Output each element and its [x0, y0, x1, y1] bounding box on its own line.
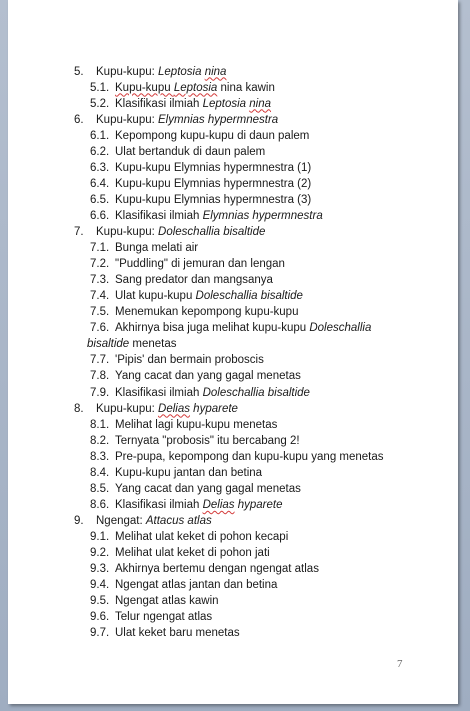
- toc-entry-text: Doleschallia: [309, 322, 372, 335]
- toc-entry-text: Bunga melati air: [115, 242, 199, 255]
- toc-chapter: [74, 64, 226, 80]
- toc-entry-text: nina: [204, 65, 227, 78]
- toc-entry-number: 7.5.: [90, 306, 110, 319]
- toc-entry-number: 9.: [74, 514, 84, 527]
- toc-chapter: [74, 224, 265, 240]
- toc-subentry: [90, 449, 384, 465]
- toc-entry-text: Sang predator dan mangsanya: [115, 274, 273, 287]
- toc-entry-number: 9.5.: [90, 595, 110, 608]
- toc-entry-text: menetas: [129, 338, 177, 351]
- page-number: 7: [397, 658, 403, 670]
- toc-entry-text: Pre-pupa, kepompong dan kupu-kupu yang menetas: [115, 450, 384, 463]
- toc-entry-text: Kupu-kupu Elymnias hypermnestra (2): [115, 177, 312, 190]
- toc-subentry: [90, 609, 212, 625]
- toc-subentry: [90, 497, 282, 513]
- toc-subentry: [90, 545, 270, 561]
- toc-entry-text: Klasifikasi ilmiah: [115, 209, 203, 222]
- toc-entry-number: 7.3.: [90, 274, 110, 287]
- toc-entry-number: 9.2.: [90, 547, 110, 559]
- toc-entry-number: 9.7.: [90, 627, 110, 640]
- toc-entry-text: Akhirnya bisa juga melihat kupu-kupu: [115, 322, 310, 335]
- toc-subentry: [90, 96, 271, 112]
- toc-entry-text: Leptosia: [202, 97, 250, 110]
- toc-entry-text: bisaltide: [87, 338, 130, 351]
- toc-subentry: [90, 240, 198, 256]
- toc-entry-number: 7.9.: [90, 386, 110, 399]
- toc-entry-text: Ngengat atlas kawin: [115, 595, 219, 608]
- toc-entry-text: nina kawin: [217, 81, 275, 94]
- toc-entry-text: Doleschallia bisaltide: [195, 290, 303, 303]
- toc-entry-text: Kupu-kupu: [115, 81, 174, 94]
- document-page[interactable]: [8, 0, 458, 704]
- toc-entry-number: 5.2.: [90, 97, 110, 110]
- toc-entry-text: Kupu-kupu:: [96, 402, 159, 415]
- toc-entry-text: Klasifikasi ilmiah: [115, 498, 203, 511]
- toc-entry-number: 9.6.: [90, 611, 110, 624]
- toc-entry-number: 7.: [74, 226, 84, 238]
- toc-subentry: [90, 304, 298, 320]
- toc-subentry: [90, 144, 265, 160]
- toc-entry-number: 8.5.: [90, 482, 110, 495]
- toc-entry-number: 6.5.: [90, 193, 110, 206]
- toc-entry-text: Melihat ulat keket di pohon kecapi: [115, 530, 289, 543]
- toc-entry-text: Delias: [158, 402, 190, 415]
- toc-entry-text: Yang cacat dan yang gagal menetas: [115, 370, 301, 383]
- toc-entry-text: "Puddling" di jemuran dan lengan: [115, 258, 285, 271]
- toc-entry-number: 9.1.: [90, 530, 110, 543]
- toc-entry-text: Menemukan kepompong kupu-kupu: [115, 306, 299, 319]
- toc-entry-text: Melihat lagi kupu-kupu menetas: [115, 418, 278, 431]
- toc-entry-text: hyparete: [234, 498, 283, 511]
- toc-entry-text: Yang cacat dan yang gagal menetas: [115, 482, 301, 495]
- toc-entry-number: 5.1.: [90, 81, 110, 94]
- toc-entry-number: 7.7.: [90, 354, 110, 367]
- toc-entry-text: Ulat kupu-kupu: [115, 290, 196, 303]
- toc-subentry: [90, 368, 301, 384]
- toc-entry-text: Elymnias hypermnestra: [202, 209, 323, 222]
- toc-entry-text: nina: [249, 97, 271, 110]
- toc-entry-number: 8.: [74, 402, 84, 415]
- toc-chapter: [74, 513, 212, 529]
- toc-subentry: [90, 625, 240, 641]
- toc-entry-number: 8.4.: [90, 466, 110, 479]
- toc-entry-text: Leptosia: [158, 65, 205, 78]
- toc-subentry: [90, 288, 303, 304]
- toc-entry-text: Klasifikasi ilmiah: [115, 97, 203, 110]
- toc-entry-text: Ulat keket baru menetas: [115, 627, 240, 640]
- toc-subentry: [90, 160, 311, 176]
- toc-entry-number: 9.3.: [90, 563, 110, 576]
- toc-entry-number: 7.6.: [90, 322, 110, 335]
- toc-entry-text: Leptosia: [173, 81, 218, 94]
- toc-entry-number: 7.4.: [90, 290, 110, 303]
- toc-entry-text: Doleschallia bisaltide: [202, 386, 310, 399]
- toc-entry-number: 8.3.: [90, 450, 110, 463]
- toc-entry-text: Elymnias hypermnestra: [158, 113, 279, 126]
- toc-entry-text: Kepompong kupu-kupu di daun palem: [115, 129, 310, 142]
- toc-entry-number: 6.: [74, 113, 84, 126]
- toc-entry-number: 8.1.: [90, 418, 110, 431]
- toc-subentry: [90, 385, 310, 401]
- toc-subentry: [90, 320, 371, 336]
- toc-entry-number: 6.2.: [90, 145, 110, 158]
- toc-entry-number: 5.: [74, 65, 84, 78]
- toc-entry-text: Kupu-kupu Elymnias hypermnestra (1): [115, 161, 312, 174]
- toc-subentry: [90, 577, 277, 593]
- toc-entry-text: Ternyata "probosis" itu bercabang 2!: [115, 434, 300, 447]
- toc-subentry: [90, 256, 285, 272]
- toc-entry-number: 7.8.: [90, 370, 110, 383]
- toc-entry-text: Telur ngengat atlas: [115, 611, 213, 624]
- toc-entry-number: 9.4.: [90, 579, 110, 592]
- toc-entry-number: 7.2.: [90, 258, 110, 271]
- toc-entry-text: Delias: [202, 498, 235, 511]
- toc-subentry: [90, 80, 275, 96]
- toc-chapter: [74, 401, 238, 417]
- toc-entry-text: Doleschallia bisaltide: [158, 226, 266, 238]
- toc-entry-continuation: [87, 336, 177, 352]
- toc-subentry: [90, 192, 311, 208]
- toc-entry-number: 7.1.: [90, 242, 110, 255]
- toc-entry-number: 6.3.: [90, 161, 110, 174]
- toc-entry-text: Ngengat:: [96, 514, 146, 527]
- toc-chapter: [74, 112, 278, 128]
- toc-subentry: [90, 417, 277, 433]
- toc-entry-number: 6.4.: [90, 177, 110, 190]
- toc-subentry: [90, 561, 319, 577]
- toc-subentry: [90, 433, 300, 449]
- toc-subentry: [90, 352, 264, 368]
- toc-entry-text: Kupu-kupu:: [96, 65, 159, 78]
- toc-subentry: [90, 128, 309, 144]
- toc-subentry: [90, 481, 301, 497]
- toc-entry-number: 8.2.: [90, 434, 110, 447]
- toc-entry-number: 6.1.: [90, 129, 110, 142]
- toc-entry-text: Kupu-kupu:: [96, 113, 159, 126]
- toc-entry-text: Kupu-kupu:: [96, 226, 159, 238]
- toc-subentry: [90, 529, 288, 545]
- toc-subentry: [90, 593, 219, 609]
- toc-entry-number: 6.6.: [90, 209, 110, 222]
- toc-entry-text: Akhirnya bertemu dengan ngengat atlas: [115, 563, 319, 576]
- toc-subentry: [90, 465, 262, 481]
- toc-subentry: [90, 272, 273, 288]
- toc-entry-text: Ulat bertanduk di daun palem: [115, 145, 266, 158]
- toc-entry-text: Klasifikasi ilmiah: [115, 386, 203, 399]
- toc-subentry: [90, 208, 323, 224]
- toc-entry-text: Attacus atlas: [145, 514, 212, 527]
- toc-entry-text: 'Pipis' dan bermain proboscis: [115, 354, 264, 367]
- toc-entry-number: 8.6.: [90, 498, 110, 511]
- toc-entry-text: Melihat ulat keket di pohon jati: [115, 547, 270, 559]
- toc-entry-text: Ngengat atlas jantan dan betina: [115, 579, 278, 592]
- toc-entry-text: Kupu-kupu jantan dan betina: [115, 466, 263, 479]
- toc-subentry: [90, 176, 311, 192]
- toc-entry-text: hyparete: [189, 402, 238, 415]
- toc-entry-text: Kupu-kupu Elymnias hypermnestra (3): [115, 193, 312, 206]
